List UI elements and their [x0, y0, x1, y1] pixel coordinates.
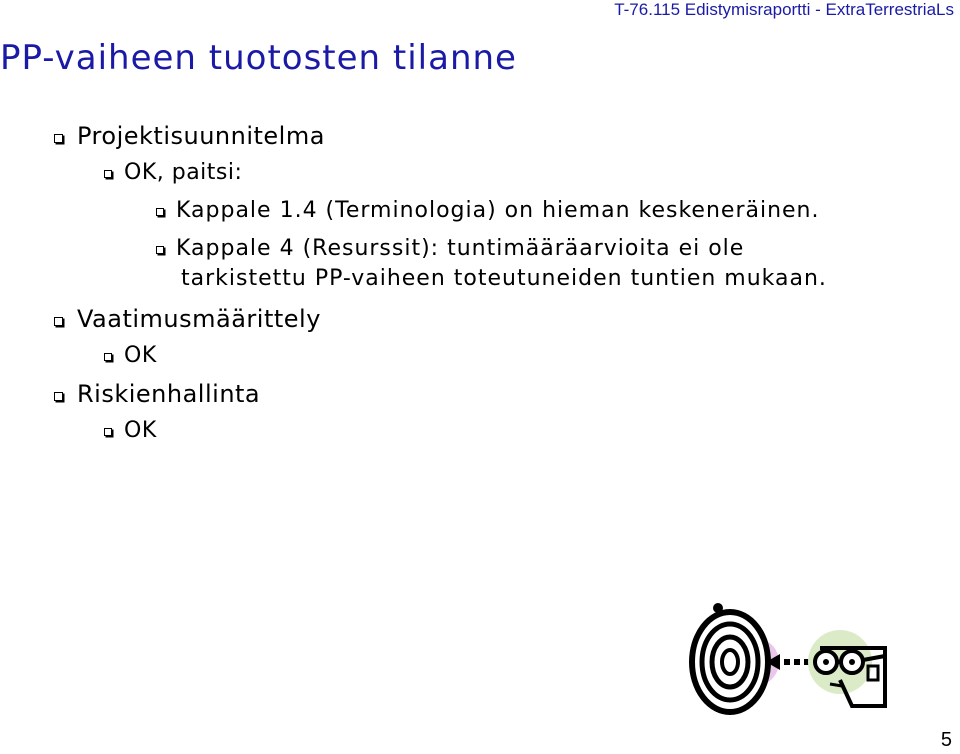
list-item-projektisuunnitelma [54, 122, 325, 150]
ear-icon [868, 666, 878, 680]
mouth-icon [830, 684, 842, 686]
list-item-label: Vaatimusmäärittely [77, 305, 321, 333]
list-item-label: OK [124, 343, 157, 368]
arrow-dot-icon [794, 659, 800, 665]
target-bullseye-icon [722, 650, 738, 674]
list-item-label: Kappale 1.4 (Terminologia) on hieman keskeneräinen. [176, 198, 820, 223]
list-item-label: OK [124, 418, 157, 443]
checkbox-bullet-icon [156, 246, 164, 254]
list-item-riskienhallinta [54, 380, 260, 408]
checkbox-bullet-icon [54, 134, 63, 143]
report-header: T-76.115 Edistymisraportti - ExtraTerrestriaLs [614, 0, 954, 19]
list-item-kappale-4 [156, 236, 744, 261]
list-item-label-line2: tarkistettu PP-vaiheen toteutuneiden tuntien mukaan. [181, 266, 827, 291]
list-item-label-line1: Kappale 4 (Resurssit): tuntimääräarvioita ei ole [176, 236, 745, 261]
list-item-vaatimusmaarittely [54, 305, 321, 333]
pupil-icon [823, 659, 829, 665]
pupil-icon [849, 659, 855, 665]
slide-title: PP-vaiheen tuotosten tilanne [0, 38, 517, 78]
list-item-ok [104, 418, 157, 443]
list-item-ok [104, 343, 157, 368]
list-item-ok-paitsi [104, 160, 242, 185]
list-item-label: OK, paitsi: [124, 160, 243, 185]
checkbox-bullet-icon [54, 317, 63, 326]
list-item-label: Projektisuunnitelma [77, 122, 325, 150]
checkbox-bullet-icon [156, 208, 164, 216]
arrow-dot-icon [784, 659, 790, 665]
target-and-person-clipart-icon [680, 600, 900, 720]
page-number: 5 [940, 729, 952, 751]
list-item-kappale-1-4 [156, 198, 820, 223]
checkbox-bullet-icon [54, 392, 63, 401]
list-item-label: Riskienhallinta [77, 380, 261, 408]
checkbox-bullet-icon [104, 353, 112, 361]
checkbox-bullet-icon [104, 170, 112, 178]
checkbox-bullet-icon [104, 428, 112, 436]
